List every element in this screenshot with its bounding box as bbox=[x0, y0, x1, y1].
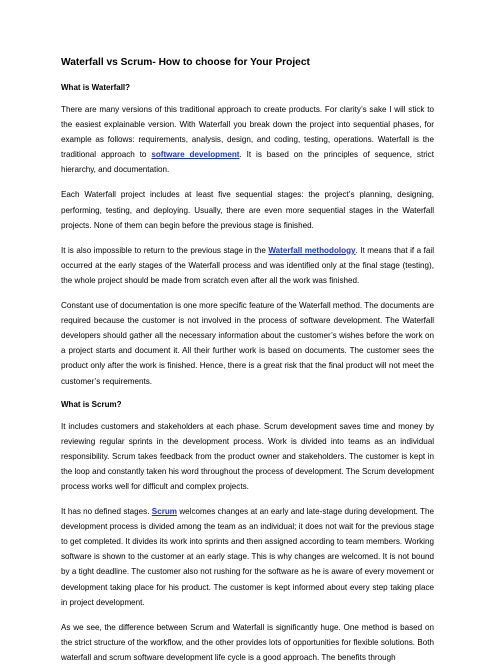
paragraph-text: welcomes changes at an early and late-stage during development. The development process is divided among the team as an individual; it does not wait for the previous stage to get completed. It divides its work into sprints and then assigned according to team members. Working software is shown to the customer at an early stage. This is why changes are welcomed. It is not bound by a tight deadline. The customer also not rushing for the software as he is aware of every movement or development taking place for his product. The customer is kept informed about every step taking place in project development. bbox=[61, 507, 434, 607]
section-heading-waterfall: What is Waterfall? bbox=[61, 83, 131, 92]
paragraph-waterfall-stages: Each Waterfall project includes at least five sequential stages: the project’s planning, designing, performing, testing, and deploying. Usually, there are even more sequential stages in the Waterfall projects. None of them can begin before the previous stage is finished. bbox=[61, 190, 434, 230]
paragraph-waterfall-intro bbox=[61, 102, 434, 177]
waterfall-methodology-link[interactable]: Waterfall methodology bbox=[268, 245, 356, 255]
scrum-link[interactable]: Scrum bbox=[151, 507, 177, 517]
paragraph-scrum-intro: It includes customers and stakeholders at each phase. Scrum development saves time and money by reviewing regular sprints in the development process. Work is divided into teams as an individual responsibility. Scrum takes feedback from the product owner and stakeholders. The customer is kept in the loop and constantly taken his word throughout the process of development. The Scrum development process works well for difficult and complex projects. bbox=[61, 421, 434, 491]
paragraph-text: There are many versions of this traditional approach to create products. For clarity’s sake I will stick to the easiest explainable version. With Waterfall you break down the project into sequential phases, for example as follows: requirements, analysis, design, and coding, testing, operations. Waterfall is the traditional approach to bbox=[61, 105, 434, 160]
paragraph-text: It has no defined stages. bbox=[61, 507, 152, 517]
paragraph-waterfall-no-return bbox=[61, 243, 434, 288]
paragraph-text: . It is based on the principles of sequence, strict hierarchy, and documentation. bbox=[61, 150, 434, 175]
paragraph-text: It is also impossible to return to the previous stage in the bbox=[61, 245, 269, 255]
section-heading-scrum: What is Scrum? bbox=[61, 399, 122, 409]
paragraph-scrum-stages bbox=[61, 504, 434, 610]
paragraph-text: . It means that if a fail occurred at the early stages of the Waterfall process and was identified only at the final stage (testing), the whole project should be made from scratch even after all the work was finished. bbox=[61, 245, 434, 285]
document-title: Waterfall vs Scrum- How to choose for Your Project bbox=[61, 57, 310, 68]
paragraph-waterfall-documentation: Constant use of documentation is one more specific feature of the Waterfall method. The documents are required because the customer is not involved in the process of software development. The Waterfall developers should gather all the necessary information about the customer’s wishes before the work on a project starts and document it. All their further work is based on documents. The customer sees the product only after the work is finished. Hence, there is a great risk that the final product will not meet the customer’s requirements. bbox=[61, 301, 434, 386]
software-development-link[interactable]: software development bbox=[151, 150, 240, 160]
paragraph-comparison: As we see, the difference between Scrum and Waterfall is significantly huge. One method is based on the strict structure of the workflow, and the other provides lots of opportunities for flexible solutions. Both waterfall and scrum software development life cycle is a good approach. The benefits through bbox=[61, 622, 434, 662]
